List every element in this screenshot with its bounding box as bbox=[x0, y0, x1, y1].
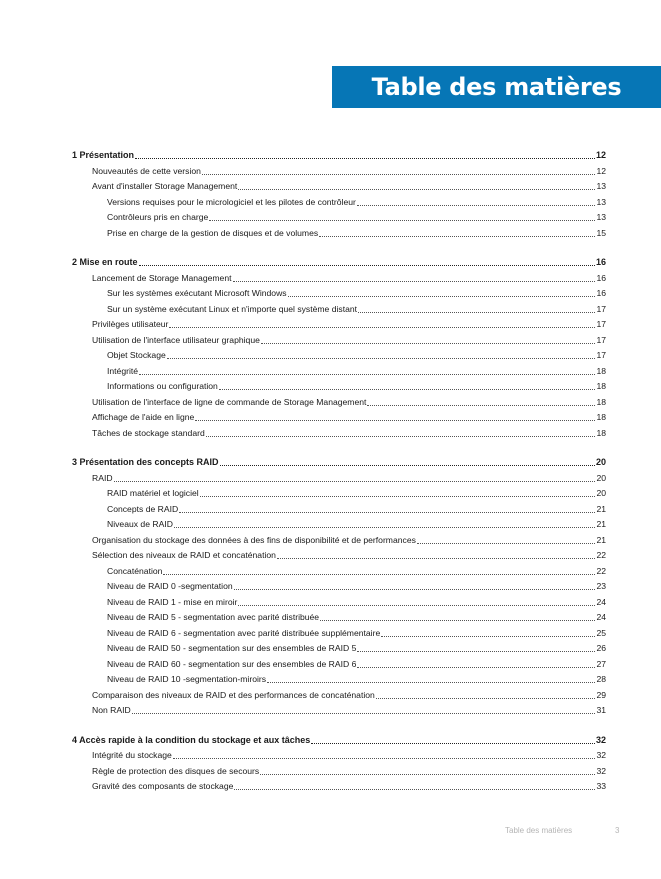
toc-entry-page: 12 bbox=[595, 150, 606, 160]
toc-entry[interactable] bbox=[72, 641, 606, 657]
toc-entry-title: Organisation du stockage des données à des fins de disponibilité et de performances bbox=[92, 534, 416, 545]
toc-entry-page: 20 bbox=[595, 457, 606, 467]
toc-entry[interactable] bbox=[72, 179, 606, 195]
dot-leader bbox=[417, 543, 596, 544]
toc-entry[interactable] bbox=[72, 502, 606, 518]
toc-entry-page: 22 bbox=[596, 565, 606, 576]
toc-entry-page: 24 bbox=[596, 596, 606, 607]
toc-entry-title: Concepts de RAID bbox=[107, 503, 179, 514]
page-footer bbox=[0, 826, 661, 838]
toc-entry-page: 18 bbox=[596, 396, 606, 407]
dot-leader bbox=[114, 481, 596, 482]
dot-leader bbox=[167, 358, 596, 359]
toc-entry-page: 16 bbox=[596, 272, 606, 283]
toc-entry[interactable] bbox=[72, 703, 606, 719]
toc-entry[interactable] bbox=[72, 533, 606, 549]
toc-entry[interactable] bbox=[72, 764, 606, 780]
dot-leader bbox=[135, 158, 595, 159]
toc-entry[interactable] bbox=[72, 672, 606, 688]
toc-entry-page: 17 bbox=[596, 303, 606, 314]
toc-entry-page: 32 bbox=[595, 734, 606, 745]
toc-entry[interactable] bbox=[72, 286, 606, 302]
dot-leader bbox=[277, 558, 596, 559]
toc-entry-page: 17 bbox=[596, 319, 606, 329]
dot-leader bbox=[179, 512, 595, 513]
toc-entry[interactable] bbox=[72, 195, 606, 211]
toc-entry[interactable] bbox=[72, 657, 606, 673]
toc-entry[interactable] bbox=[72, 379, 606, 395]
toc-entry-page: 32 bbox=[596, 750, 606, 760]
dot-leader bbox=[195, 420, 595, 421]
toc-entry-page: 21 bbox=[596, 519, 606, 529]
toc-entry[interactable] bbox=[72, 548, 606, 564]
dot-leader bbox=[234, 589, 596, 590]
toc-entry-title: Niveau de RAID 10 -segmentation-miroirs bbox=[107, 674, 267, 684]
toc-entry-page: 22 bbox=[596, 550, 606, 560]
dot-leader bbox=[173, 758, 596, 759]
table-of-contents bbox=[72, 148, 606, 809]
toc-entry-page: 18 bbox=[596, 365, 606, 376]
toc-entry-title: Affichage de l'aide en ligne bbox=[92, 412, 195, 422]
toc-entry[interactable] bbox=[72, 595, 606, 611]
toc-entry-page: 18 bbox=[596, 412, 606, 422]
dot-leader bbox=[219, 389, 596, 390]
dot-leader bbox=[260, 774, 595, 775]
toc-entry-page: 32 bbox=[596, 765, 606, 776]
dot-leader bbox=[209, 220, 595, 221]
toc-chapter bbox=[72, 455, 606, 719]
toc-entry-title: Versions requises pour le micrologiciel et les pilotes de contrôleur bbox=[107, 196, 356, 207]
toc-entry-page: 13 bbox=[596, 212, 606, 222]
toc-entry-title: Niveau de RAID 50 - segmentation sur des ensembles de RAID 5 bbox=[107, 643, 357, 653]
toc-entry[interactable] bbox=[72, 271, 606, 287]
toc-entry-title: Utilisation de l'interface utilisateur graphique bbox=[92, 334, 260, 345]
toc-entry-page: 18 bbox=[596, 427, 606, 438]
toc-entry-title: 4 Accès rapide à la condition du stockage et aux tâches bbox=[72, 734, 311, 745]
toc-entry[interactable] bbox=[72, 364, 606, 380]
toc-entry-title: Avant d'installer Storage Management bbox=[92, 181, 238, 191]
toc-entry[interactable] bbox=[72, 395, 606, 411]
toc-entry-page: 20 bbox=[596, 488, 606, 498]
toc-entry-page: 16 bbox=[596, 288, 606, 298]
dot-leader bbox=[357, 205, 596, 206]
toc-entry-title: Intégrité bbox=[107, 365, 139, 376]
toc-entry-title: RAID matériel et logiciel bbox=[107, 488, 199, 498]
toc-chapter-heading[interactable] bbox=[72, 455, 606, 471]
toc-entry-page: 29 bbox=[596, 689, 606, 700]
dot-leader bbox=[139, 265, 595, 266]
toc-entry-page: 31 bbox=[596, 705, 606, 715]
toc-entry-title: Niveaux de RAID bbox=[107, 519, 173, 529]
toc-title-banner bbox=[332, 66, 661, 108]
dot-leader bbox=[238, 189, 595, 190]
toc-entry-title: 3 Présentation des concepts RAID bbox=[72, 457, 219, 467]
dot-leader bbox=[200, 496, 596, 497]
toc-entry-page: 21 bbox=[596, 534, 606, 545]
toc-entry[interactable] bbox=[72, 410, 606, 426]
dot-leader bbox=[358, 312, 595, 313]
toc-entry-title: Concaténation bbox=[107, 565, 163, 576]
toc-entry-title: RAID bbox=[92, 472, 113, 483]
dot-leader bbox=[381, 636, 595, 637]
toc-entry-title: Sélection des niveaux de RAID et concaténation bbox=[92, 550, 276, 560]
toc-entry-title: Gravité des composants de stockage bbox=[92, 781, 234, 791]
toc-chapter-heading[interactable] bbox=[72, 733, 606, 749]
toc-entry-title: Nouveautés de cette version bbox=[92, 165, 201, 176]
page-title: Table des matières bbox=[371, 73, 622, 101]
toc-entry-title: Objet Stockage bbox=[107, 350, 166, 360]
footer-section-label: Table des matières bbox=[505, 826, 573, 835]
dot-leader bbox=[357, 651, 595, 652]
toc-entry-page: 27 bbox=[596, 658, 606, 669]
toc-entry-title: Tâches de stockage standard bbox=[92, 427, 205, 438]
toc-entry[interactable] bbox=[72, 471, 606, 487]
toc-entry-title: Prise en charge de la gestion de disques et de volumes bbox=[107, 227, 319, 238]
toc-entry[interactable] bbox=[72, 348, 606, 364]
toc-entry-title: Niveau de RAID 1 - mise en miroir bbox=[107, 596, 238, 607]
toc-entry-title: Niveau de RAID 5 - segmentation avec parité distribuée bbox=[107, 612, 320, 622]
dot-leader bbox=[206, 436, 596, 437]
toc-entry-title: Privilèges utilisateur bbox=[92, 319, 169, 329]
toc-entry-page: 28 bbox=[596, 674, 606, 684]
toc-chapter-heading[interactable] bbox=[72, 255, 606, 271]
dot-leader bbox=[311, 743, 595, 744]
dot-leader bbox=[139, 374, 595, 375]
toc-entry[interactable] bbox=[72, 626, 606, 642]
dot-leader bbox=[132, 713, 596, 714]
toc-entry[interactable] bbox=[72, 210, 606, 226]
toc-entry[interactable] bbox=[72, 164, 606, 180]
toc-chapter bbox=[72, 148, 606, 241]
dot-leader bbox=[238, 605, 595, 606]
toc-entry-title: Contrôleurs pris en charge bbox=[107, 212, 209, 222]
toc-entry-page: 17 bbox=[596, 334, 606, 345]
toc-entry-title: 2 Mise en route bbox=[72, 257, 138, 267]
dot-leader bbox=[367, 405, 595, 406]
toc-entry-title: 1 Présentation bbox=[72, 150, 135, 160]
toc-entry-title: Niveau de RAID 60 - segmentation sur des ensembles de RAID 6 bbox=[107, 658, 357, 669]
toc-entry-title: Sur un système exécutant Linux et n'importe quel système distant bbox=[107, 303, 358, 314]
toc-entry-page: 23 bbox=[596, 581, 606, 591]
toc-entry-page: 33 bbox=[596, 781, 606, 791]
dot-leader bbox=[288, 296, 596, 297]
toc-entry-page: 21 bbox=[596, 503, 606, 514]
dot-leader bbox=[357, 667, 595, 668]
toc-entry[interactable] bbox=[72, 486, 606, 502]
dot-leader bbox=[202, 174, 596, 175]
toc-chapter bbox=[72, 733, 606, 795]
toc-entry[interactable] bbox=[72, 688, 606, 704]
toc-entry[interactable] bbox=[72, 748, 606, 764]
toc-entry[interactable] bbox=[72, 579, 606, 595]
dot-leader bbox=[319, 236, 595, 237]
toc-entry-page: 16 bbox=[595, 257, 606, 267]
toc-entry[interactable] bbox=[72, 317, 606, 333]
dot-leader bbox=[267, 682, 595, 683]
toc-entry-title: Niveau de RAID 6 - segmentation avec parité distribuée supplémentaire bbox=[107, 627, 381, 638]
toc-entry-page: 15 bbox=[596, 227, 606, 238]
dot-leader bbox=[376, 698, 596, 699]
dot-leader bbox=[169, 327, 595, 328]
toc-entry-page: 12 bbox=[596, 165, 606, 176]
toc-entry-page: 26 bbox=[596, 643, 606, 653]
dot-leader bbox=[233, 281, 596, 282]
toc-entry-page: 20 bbox=[596, 472, 606, 483]
toc-entry-page: 13 bbox=[596, 196, 606, 207]
toc-entry-page: 18 bbox=[596, 381, 606, 391]
toc-entry-page: 24 bbox=[596, 612, 606, 622]
toc-entry-title: Intégrité du stockage bbox=[92, 750, 172, 760]
toc-entry[interactable] bbox=[72, 426, 606, 442]
toc-entry[interactable] bbox=[72, 564, 606, 580]
toc-entry[interactable] bbox=[72, 610, 606, 626]
toc-entry[interactable] bbox=[72, 517, 606, 533]
dot-leader bbox=[174, 527, 596, 528]
toc-chapter-heading[interactable] bbox=[72, 148, 606, 164]
toc-entry-title: Règle de protection des disques de secours bbox=[92, 765, 260, 776]
toc-entry-title: Niveau de RAID 0 -segmentation bbox=[107, 581, 233, 591]
toc-entry[interactable] bbox=[72, 302, 606, 318]
dot-leader bbox=[163, 574, 595, 575]
toc-entry[interactable] bbox=[72, 779, 606, 795]
toc-chapter bbox=[72, 255, 606, 441]
toc-entry-title: Utilisation de l'interface de ligne de commande de Storage Management bbox=[92, 396, 367, 407]
toc-entry-title: Sur les systèmes exécutant Microsoft Windows bbox=[107, 288, 287, 298]
dot-leader bbox=[320, 620, 595, 621]
toc-entry-page: 13 bbox=[596, 181, 606, 191]
dot-leader bbox=[220, 465, 595, 466]
footer-page-number: 3 bbox=[615, 826, 620, 835]
toc-entry-title: Non RAID bbox=[92, 705, 131, 715]
toc-entry[interactable] bbox=[72, 226, 606, 242]
toc-entry-page: 25 bbox=[596, 627, 606, 638]
toc-entry-page: 17 bbox=[596, 350, 606, 360]
toc-entry-title: Comparaison des niveaux de RAID et des performances de concaténation bbox=[92, 689, 375, 700]
toc-entry[interactable] bbox=[72, 333, 606, 349]
dot-leader bbox=[234, 789, 595, 790]
toc-entry-title: Lancement de Storage Management bbox=[92, 272, 232, 283]
toc-entry-title: Informations ou configuration bbox=[107, 381, 218, 391]
dot-leader bbox=[261, 343, 596, 344]
